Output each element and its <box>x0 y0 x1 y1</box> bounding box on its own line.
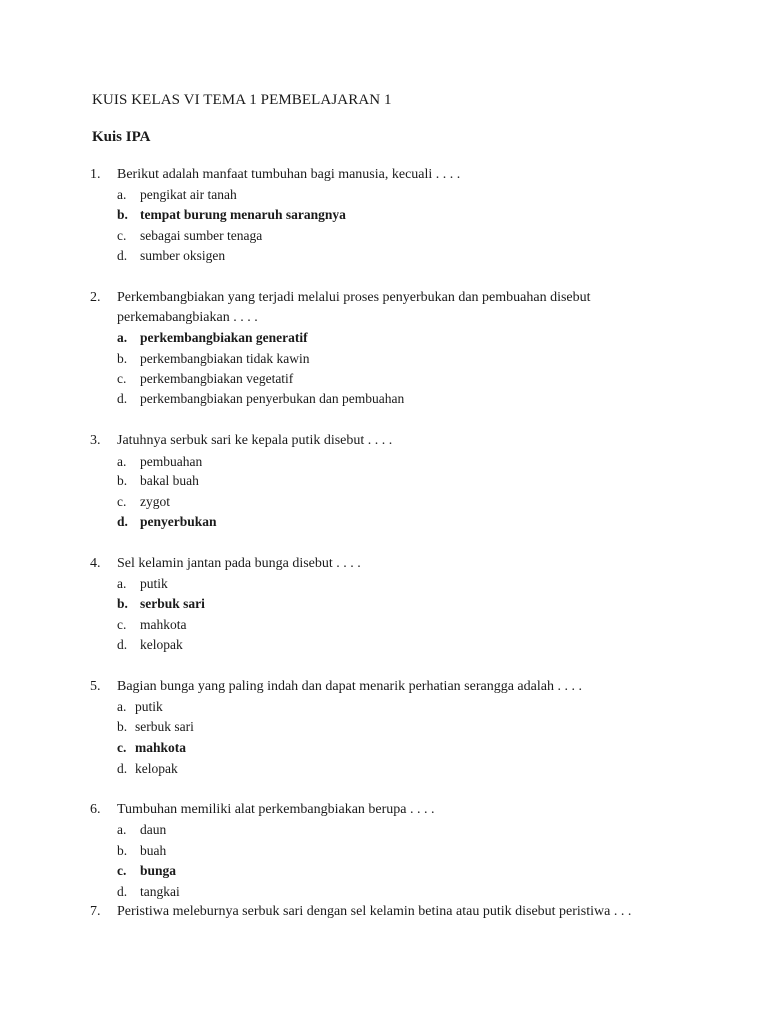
question-text: Peristiwa meleburnya serbuk sari dengan sel kelamin betina atau putik disebut peristiwa . . . <box>117 904 632 919</box>
question-text-continued: perkemabangbiakan . . . . <box>117 310 258 325</box>
option-text: pengikat air tanah <box>140 187 237 202</box>
option-text: sebagai sumber tenaga <box>140 228 263 243</box>
question-number: 6. <box>90 802 101 817</box>
option-letter: a. <box>117 699 127 714</box>
question-number: 3. <box>90 433 101 448</box>
question-text: Tumbuhan memiliki alat perkembangbiakan berupa . . . . <box>117 802 435 817</box>
option-letter: c. <box>117 371 127 386</box>
option-letter: a. <box>117 187 127 202</box>
option-text-answer: mahkota <box>135 740 187 755</box>
option-letter: c. <box>117 617 127 632</box>
question-text: Bagian bunga yang paling indah dan dapat menarik perhatian serangga adalah . . . . <box>117 679 582 694</box>
option-letter: d. <box>117 514 128 529</box>
option-letter: a. <box>117 822 127 837</box>
option-text: tangkai <box>140 884 180 899</box>
question-text: Berikut adalah manfaat tumbuhan bagi manusia, kecuali . . . . <box>117 167 461 182</box>
option-text: zygot <box>140 494 170 509</box>
option-text-answer: tempat burung menaruh sarangnya <box>140 207 346 222</box>
question-text: Jatuhnya serbuk sari ke kepala putik disebut . . . . <box>117 433 393 448</box>
option-letter: b. <box>117 719 128 734</box>
option-letter: d. <box>117 884 128 899</box>
question-number: 1. <box>90 167 101 182</box>
option-text: putik <box>140 576 168 591</box>
option-letter: d. <box>117 248 128 263</box>
option-letter: d. <box>117 761 128 776</box>
document-title: KUIS KELAS VI TEMA 1 PEMBELAJARAN 1 <box>92 92 392 108</box>
option-letter: c. <box>117 863 127 878</box>
option-text: perkembangbiakan tidak kawin <box>140 351 310 366</box>
option-text: daun <box>140 822 167 837</box>
option-letter: c. <box>117 740 127 755</box>
option-text: perkembangbiakan vegetatif <box>140 371 294 386</box>
option-text-answer: penyerbukan <box>140 514 217 529</box>
option-text: perkembangbiakan penyerbukan dan pembuahan <box>140 391 405 406</box>
option-letter: b. <box>117 596 128 611</box>
option-text: serbuk sari <box>135 719 194 734</box>
option-text: kelopak <box>135 761 178 776</box>
option-text: sumber oksigen <box>140 248 226 263</box>
question-number: 2. <box>90 290 101 305</box>
option-letter: c. <box>117 494 127 509</box>
option-letter: b. <box>117 473 128 488</box>
option-letter: b. <box>117 843 128 858</box>
question-text: Sel kelamin jantan pada bunga disebut . . . . <box>117 556 361 571</box>
option-text: buah <box>140 843 167 858</box>
option-text: kelopak <box>140 637 183 652</box>
option-text-answer: perkembangbiakan generatif <box>140 330 308 345</box>
option-text: bakal buah <box>140 473 199 488</box>
option-text: putik <box>135 699 163 714</box>
option-text: mahkota <box>140 617 187 632</box>
option-letter: a. <box>117 330 128 345</box>
question-number: 4. <box>90 556 101 571</box>
option-letter: d. <box>117 391 128 406</box>
section-title: Kuis IPA <box>92 129 151 145</box>
question-number: 7. <box>90 904 101 919</box>
option-letter: a. <box>117 454 127 469</box>
option-text-answer: bunga <box>140 863 177 878</box>
option-letter: b. <box>117 207 128 222</box>
option-letter: b. <box>117 351 128 366</box>
question-number: 5. <box>90 679 101 694</box>
option-letter: a. <box>117 576 127 591</box>
option-letter: c. <box>117 228 127 243</box>
option-letter: d. <box>117 637 128 652</box>
question-text: Perkembangbiakan yang terjadi melalui proses penyerbukan dan pembuahan disebut <box>117 290 591 305</box>
option-text: pembuahan <box>140 454 203 469</box>
option-text-answer: serbuk sari <box>140 596 205 611</box>
